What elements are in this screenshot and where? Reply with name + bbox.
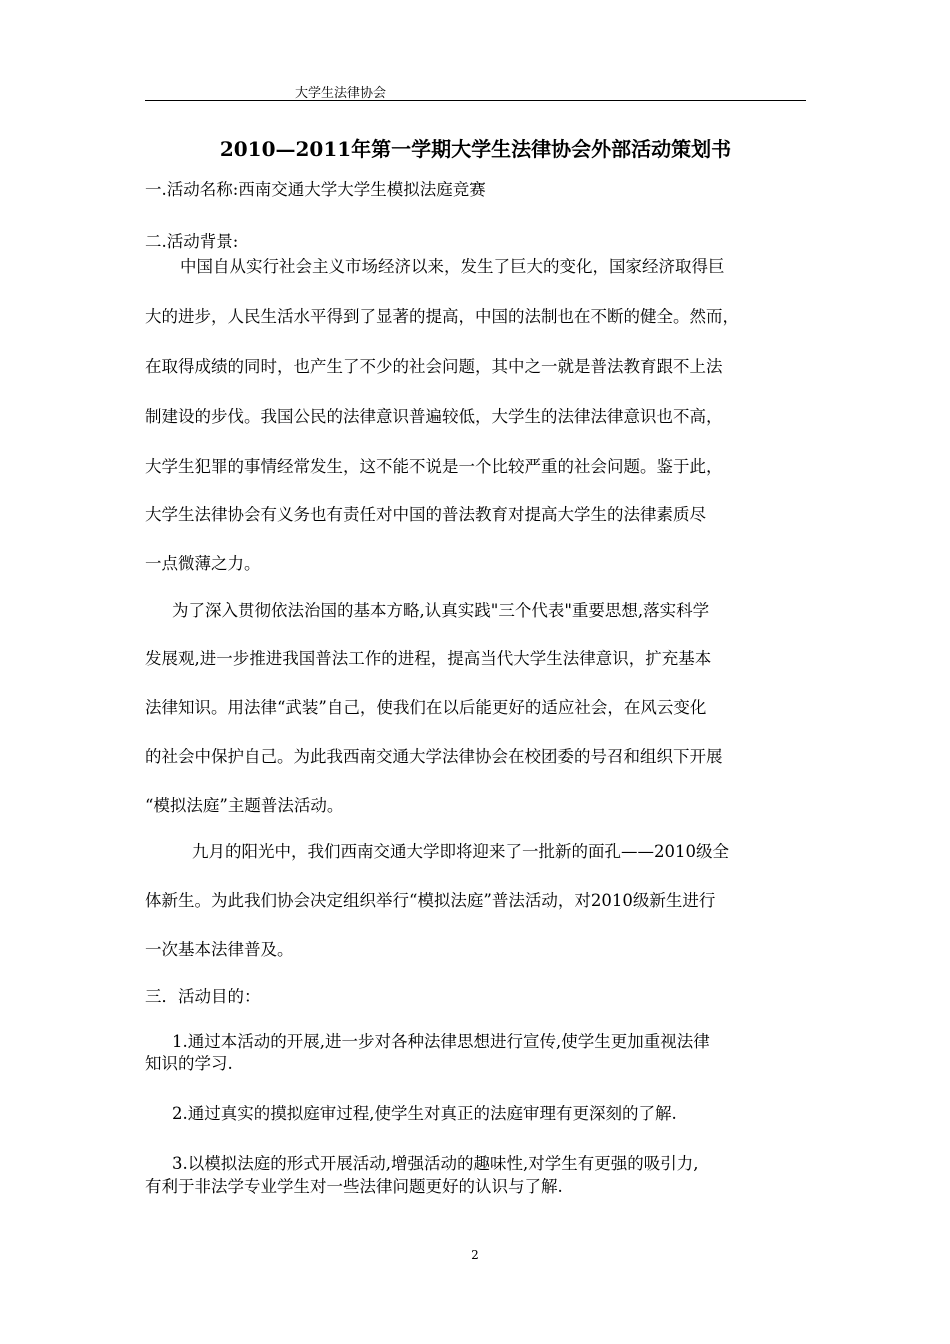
purpose-item-3-cont: 有利于非法学专业学生对一些法律问题更好的认识与了解. (145, 1177, 563, 1196)
paragraph-line: 一次基本法律普及。 (145, 940, 294, 959)
purpose-item-2: 2.通过真实的摸拟庭审过程,使学生对真正的法庭审理有更深刻的了解. (172, 1104, 677, 1123)
paragraph-line: 为了深入贯彻依法治国的基本方略,认真实践"三个代表"重要思想,落实科学 (172, 601, 710, 620)
paragraph-line: 一点微薄之力。 (145, 554, 261, 573)
paragraph-line: 大学生法律协会有义务也有责任对中国的普法教育对提高大学生的法律素质尽 (145, 505, 706, 524)
paragraph-line: 在取得成绩的同时，也产生了不少的社会问题，其中之一就是普法教育跟不上法 (145, 357, 723, 376)
purpose-item-1-cont: 知识的学习. (145, 1054, 233, 1073)
paragraph-line: 的社会中保护自己。为此我西南交通大学法律协会在校团委的号召和组织下开展 (145, 747, 723, 766)
paragraph-line: 大学生犯罪的事情经常发生，这不能不说是一个比较严重的社会问题。鉴于此， (145, 457, 723, 476)
header-org-name: 大学生法律协会 (295, 86, 387, 101)
activity-name-line: 一.活动名称:西南交通大学大学生模拟法庭竞赛 (145, 180, 486, 199)
page-number: 2 (471, 1248, 479, 1262)
purpose-item-1: 1.通过本活动的开展,进一步对各种法律思想进行宣传,使学生更加重视法律 (172, 1032, 710, 1051)
paragraph-line: 法律知识。用法律“武装”自己，使我们在以后能更好的适应社会，在风云变化 (145, 698, 707, 717)
document-title: 2010—2011年第一学期大学生法律协会外部活动策划书 (219, 137, 732, 161)
paragraph-line: 体新生。为此我们协会决定组织举行“模拟法庭”普法活动，对2010级新生进行 (145, 891, 716, 910)
header-divider (145, 100, 806, 101)
purpose-heading: 三．活动目的： (145, 987, 261, 1006)
background-heading: 二.活动背景: (145, 232, 239, 251)
paragraph-line: “模拟法庭”主题普法活动。 (145, 796, 344, 815)
paragraph-line: 大的进步，人民生活水平得到了显著的提高，中国的法制也在不断的健全。然而， (145, 307, 739, 326)
purpose-item-3: 3.以模拟法庭的形式开展活动,增强活动的趣味性,对学生有更强的吸引力, (172, 1154, 699, 1173)
paragraph-line: 中国自从实行社会主义市场经济以来，发生了巨大的变化，国家经济取得巨 (180, 257, 725, 276)
paragraph-line: 制建设的步伐。我国公民的法律意识普遍较低，大学生的法律法律意识也不高， (145, 407, 723, 426)
paragraph-line: 发展观,进一步推进我国普法工作的进程，提高当代大学生法律意识，扩充基本 (145, 649, 712, 668)
paragraph-line: 九月的阳光中，我们西南交通大学即将迎来了一批新的面孔——2010级全 (192, 842, 729, 861)
